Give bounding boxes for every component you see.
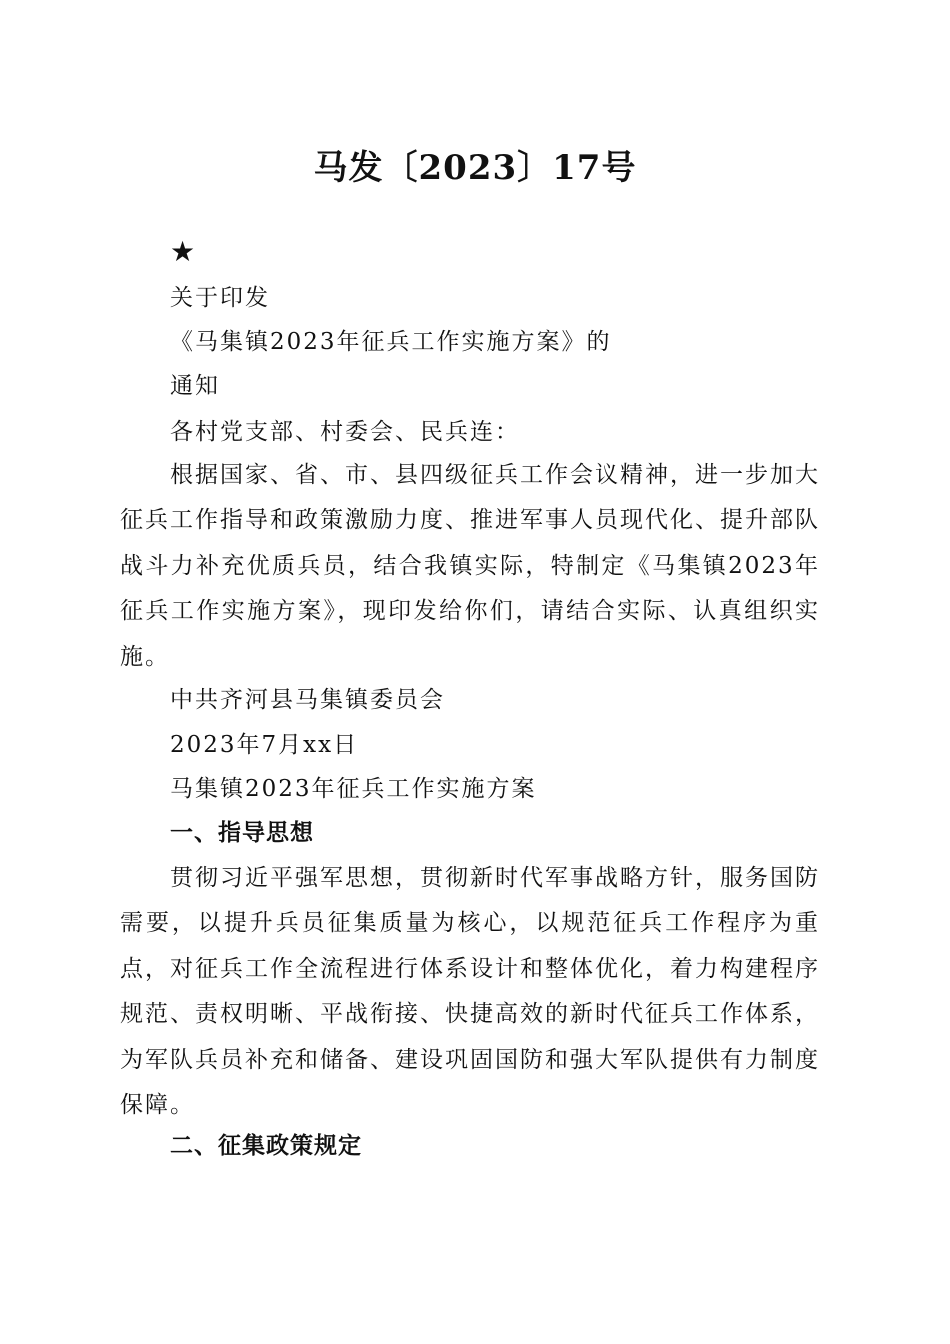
guiding-ideology-paragraph: 贯彻习近平强军思想，贯彻新时代军事战略方针，服务国防需要，以提升兵员征集质量为核心，以规范征兵工作程序为重点，对征兵工作全流程进行体系设计和整体优化，着力构建程序规范、责权明晰、平战衔接、快捷高效的新时代征兵工作体系，为军队兵员补充和储备、建设巩固国防和强大军队提供有力制度保障。 xyxy=(120,865,820,1119)
issuer: 中共齐河县马集镇委员会 xyxy=(170,687,445,713)
issue-date: 2023年7月xx日 xyxy=(170,732,359,758)
addressee: 各村党支部、村委会、民兵连： xyxy=(170,419,520,445)
section-heading-conscription-policy: 二、征集政策规定 xyxy=(170,1133,362,1159)
plan-title: 马集镇2023年征兵工作实施方案 xyxy=(170,776,537,802)
body-paragraph: 根据国家、省、市、县四级征兵工作会议精神，进一步加大征兵工作指导和政策激励力度、推进军事人员现代化、提升部队战斗力补充优质兵员，结合我镇实际，特制定《马集镇2023年征兵工作实施方案》，现印发给你们，请结合实际、认真组织实施。 xyxy=(120,462,820,670)
document-number: 马发〔2023〕17号 xyxy=(313,148,637,188)
notice-title-line-1: 关于印发 xyxy=(170,285,270,311)
notice-title-line-2: 《马集镇2023年征兵工作实施方案》的 xyxy=(170,329,612,355)
star-icon: ★ xyxy=(170,235,196,268)
section-heading-guiding-ideology: 一、指导思想 xyxy=(170,820,314,846)
notice-title-line-3: 通知 xyxy=(170,373,220,399)
